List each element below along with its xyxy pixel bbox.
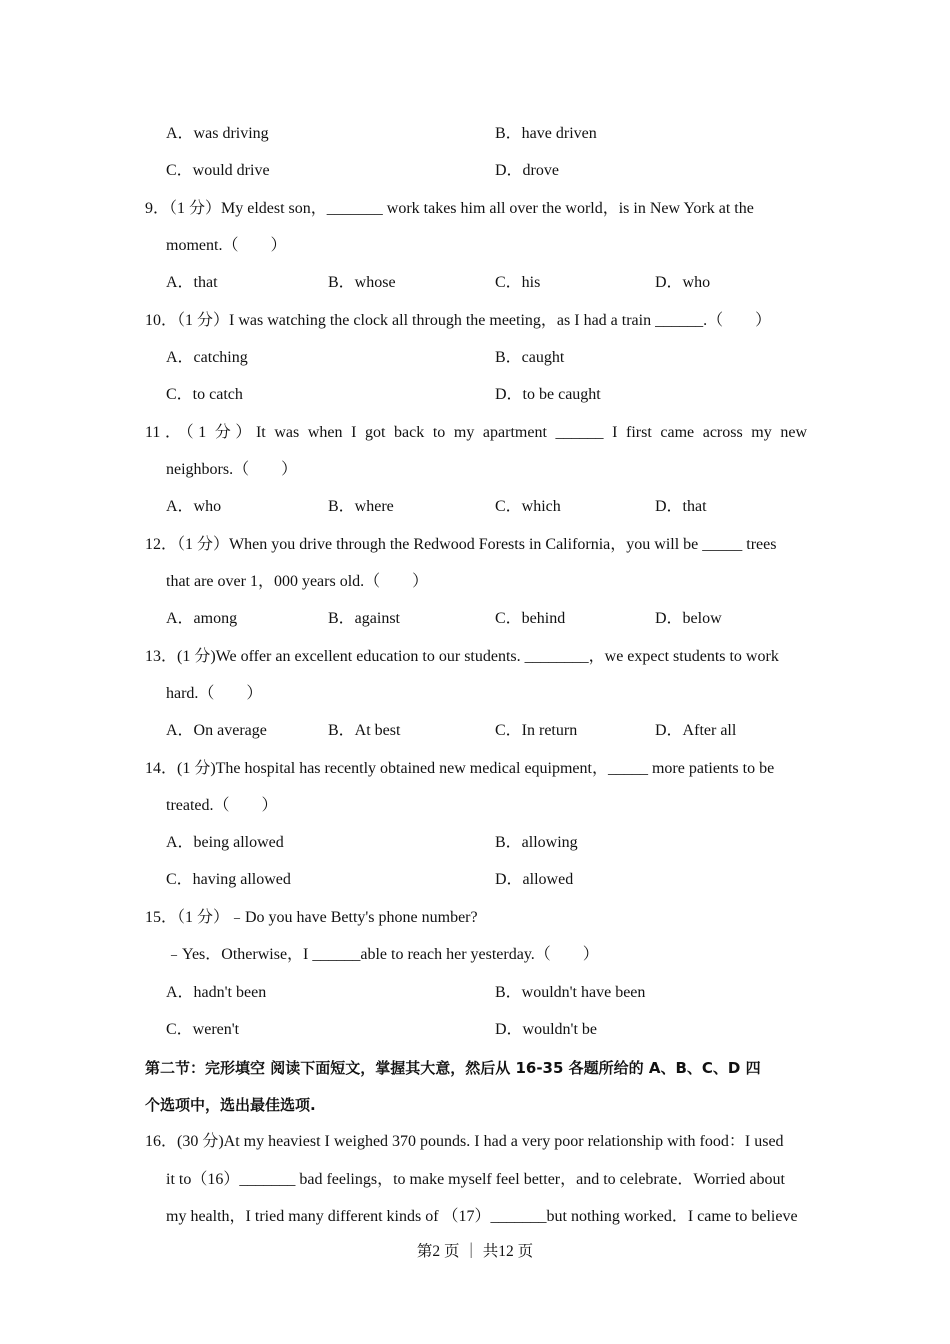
page-footer: 第2 页 ｜ 共12 页 <box>416 1243 534 1260</box>
q14-option-c: C．having allowed <box>166 871 291 888</box>
q12-option-b: B．against <box>328 610 400 627</box>
q9-stem-line2: moment.（ ） <box>166 237 287 254</box>
q11-option-a: A．who <box>166 498 222 515</box>
q11-option-c: C．which <box>495 498 561 515</box>
q13-stem-line2: hard.（ ） <box>166 685 263 702</box>
q14-option-b: B．allowing <box>495 834 578 851</box>
q15-option-b: B．wouldn't have been <box>495 984 646 1001</box>
q10-option-d: D．to be caught <box>495 386 601 403</box>
q12-stem-line2: that are over 1，000 years old.（ ） <box>166 573 429 590</box>
q9-option-a: A．that <box>166 274 218 291</box>
q12-option-a: A．among <box>166 610 238 627</box>
q11-stem-line2: neighbors.（ ） <box>166 461 298 478</box>
q15-option-d: D．wouldn't be <box>495 1021 597 1038</box>
q16-passage-line2: it to（16）_______ bad feelings，to make myself feel better，and to celebrate．Worried about <box>166 1171 785 1188</box>
q13-option-a: A．On average <box>166 722 267 739</box>
q15-stem-line2: ﹣Yes．Otherwise，I ______able to reach her yesterday.（ ） <box>166 946 599 963</box>
q11-option-d: D．that <box>655 498 707 515</box>
q11-option-b: B．where <box>328 498 394 515</box>
q12-option-c: C．behind <box>495 610 566 627</box>
q16-passage-line1: 16．(30 分)At my heaviest I weighed 370 pounds. I had a very poor relationship with food：I used <box>145 1133 784 1150</box>
q13-option-b: B．At best <box>328 722 401 739</box>
section-heading-line1: 第二节：完形填空 阅读下面短文，掌握其大意，然后从 16-35 各题所给的 A、B、C、D 四 <box>145 1059 761 1077</box>
q15-option-a: A．hadn't been <box>166 984 267 1001</box>
q12-option-d: D．below <box>655 610 722 627</box>
q12-stem-line1: 12．（1 分）When you drive through the Redwood Forests in California，you will be _____ trees <box>145 536 777 553</box>
q14-option-d: D．allowed <box>495 871 574 888</box>
q8-option-c: C．would drive <box>166 162 270 179</box>
q8-option-b: B．have driven <box>495 125 597 142</box>
q8-option-d: D．drove <box>495 162 559 179</box>
q9-option-b: B．whose <box>328 274 396 291</box>
q15-stem-line1: 15．（1 分）﹣Do you have Betty's phone number? <box>145 909 478 926</box>
q13-stem-line1: 13．(1 分)We offer an excellent education to our students. ________，we expect students to work <box>145 648 779 665</box>
q15-option-c: C．weren't <box>166 1021 240 1038</box>
q10-stem-line1: 10．（1 分）I was watching the clock all through the meeting，as I had a train ______.（ ） <box>145 312 772 329</box>
q14-stem-line1: 14．(1 分)The hospital has recently obtained new medical equipment，_____ more patients to be <box>145 760 775 777</box>
q10-option-a: A．catching <box>166 349 248 366</box>
q10-option-b: B．caught <box>495 349 565 366</box>
q13-option-d: D．After all <box>655 722 737 739</box>
q14-stem-line2: treated.（ ） <box>166 797 278 814</box>
q9-stem-line1: 9．（1 分）My eldest son，_______ work takes him all over the world，is in New York at the <box>145 200 754 217</box>
q11-stem-line1: 11．（1 分）It was when I got back to my apartment ______ I first came across my new <box>145 424 807 441</box>
q9-option-c: C．his <box>495 274 541 291</box>
q9-option-d: D．who <box>655 274 711 291</box>
q13-option-c: C．In return <box>495 722 578 739</box>
q8-option-a: A．was driving <box>166 125 269 142</box>
section-heading-line2: 个选项中，选出最佳选项. <box>145 1096 316 1114</box>
q16-passage-line3: my health，I tried many different kinds of （17）_______but nothing worked．I came to believe <box>166 1208 798 1225</box>
q10-option-c: C．to catch <box>166 386 243 403</box>
q14-option-a: A．being allowed <box>166 834 284 851</box>
